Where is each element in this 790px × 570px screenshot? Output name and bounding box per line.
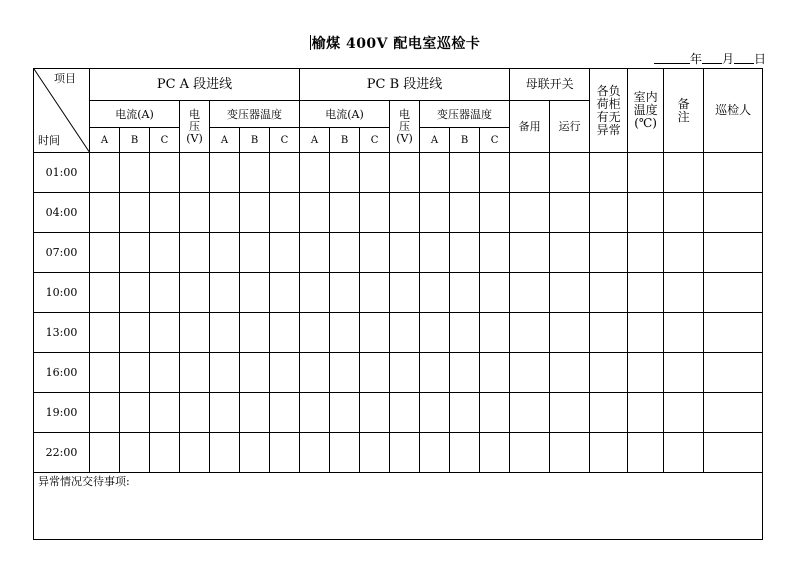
entry-cell[interactable] (704, 233, 763, 273)
entry-cell[interactable] (550, 193, 590, 233)
phase-b-header: B (450, 128, 480, 153)
entry-cell[interactable] (180, 153, 210, 193)
entry-cell[interactable] (360, 233, 390, 273)
entry-cell[interactable] (270, 153, 300, 193)
inspector-header: 巡检人 (704, 69, 763, 153)
entry-cell[interactable] (450, 353, 480, 393)
entry-cell[interactable] (330, 233, 360, 273)
entry-cell[interactable] (240, 153, 270, 193)
entry-cell[interactable] (90, 273, 120, 313)
entry-cell[interactable] (210, 273, 240, 313)
date-line (654, 50, 766, 67)
load-cabinet-line: 有无 (596, 109, 621, 124)
page-title-text: 榆煤 400V 配电室巡检卡 (311, 36, 481, 52)
phase-c-header: C (480, 128, 510, 153)
time-cell: 01:00 (34, 153, 90, 193)
load-cabinet-line: 异常 (596, 122, 621, 137)
entry-cell[interactable] (180, 193, 210, 233)
phase-b-header: B (120, 128, 150, 153)
entry-cell[interactable] (360, 153, 390, 193)
entry-cell[interactable] (180, 313, 210, 353)
entry-cell[interactable] (390, 353, 420, 393)
entry-cell[interactable] (480, 153, 510, 193)
entry-cell[interactable] (150, 313, 180, 353)
entry-cell[interactable] (420, 313, 450, 353)
entry-cell[interactable] (390, 153, 420, 193)
entry-cell[interactable] (510, 193, 550, 233)
entry-cell[interactable] (300, 433, 330, 473)
voltage-char: (V) (396, 131, 413, 145)
entry-cell[interactable] (300, 313, 330, 353)
entry-cell[interactable] (480, 433, 510, 473)
entry-cell[interactable] (300, 393, 330, 433)
entry-cell[interactable] (330, 353, 360, 393)
phase-b-header: B (330, 128, 360, 153)
entry-cell[interactable] (270, 313, 300, 353)
year-blank[interactable] (654, 52, 690, 64)
month-blank[interactable] (702, 52, 722, 64)
entry-cell[interactable] (628, 433, 664, 473)
entry-cell[interactable] (550, 393, 590, 433)
load-cabinet-line: 荷柜 (596, 96, 621, 111)
bus-tie-running-header: 运行 (550, 101, 590, 153)
entry-cell[interactable] (664, 193, 704, 233)
entry-cell[interactable] (480, 353, 510, 393)
entry-cell[interactable] (330, 393, 360, 433)
entry-cell[interactable] (120, 353, 150, 393)
entry-cell[interactable] (704, 433, 763, 473)
entry-cell[interactable] (90, 393, 120, 433)
entry-cell[interactable] (510, 153, 550, 193)
day-label: 日 (753, 52, 766, 66)
entry-cell[interactable] (550, 153, 590, 193)
entry-cell[interactable] (390, 233, 420, 273)
time-row (34, 433, 763, 473)
entry-cell[interactable] (510, 393, 550, 433)
bus-tie-standby-header: 备用 (510, 101, 550, 153)
entry-cell[interactable] (590, 313, 628, 353)
time-cell: 13:00 (34, 313, 90, 353)
entry-cell[interactable] (390, 433, 420, 473)
entry-cell[interactable] (704, 153, 763, 193)
time-row (34, 313, 763, 353)
voltage-char: 压 (189, 119, 200, 133)
entry-cell[interactable] (240, 273, 270, 313)
entry-cell[interactable] (240, 233, 270, 273)
entry-cell[interactable] (390, 313, 420, 353)
entry-cell[interactable] (590, 193, 628, 233)
notes-cell[interactable] (34, 473, 763, 540)
phase-c-header: C (360, 128, 390, 153)
entry-cell[interactable] (510, 273, 550, 313)
entry-cell[interactable] (450, 273, 480, 313)
entry-cell[interactable] (180, 273, 210, 313)
corner-header (34, 69, 90, 153)
voltage-char: 压 (399, 119, 411, 133)
entry-cell[interactable] (628, 193, 664, 233)
entry-cell[interactable] (120, 433, 150, 473)
entry-cell[interactable] (420, 433, 450, 473)
entry-cell[interactable] (120, 233, 150, 273)
entry-cell[interactable] (90, 193, 120, 233)
entry-cell[interactable] (480, 393, 510, 433)
entry-cell[interactable] (270, 433, 300, 473)
entry-cell[interactable] (590, 273, 628, 313)
entry-cell[interactable] (390, 193, 420, 233)
entry-cell[interactable] (450, 153, 480, 193)
entry-cell[interactable] (480, 273, 510, 313)
time-row (34, 193, 763, 233)
entry-cell[interactable] (704, 313, 763, 353)
entry-cell[interactable] (590, 233, 628, 273)
entry-cell[interactable] (420, 193, 450, 233)
entry-cell[interactable] (510, 313, 550, 353)
entry-cell[interactable] (664, 153, 704, 193)
entry-cell[interactable] (150, 353, 180, 393)
entry-cell[interactable] (420, 153, 450, 193)
entry-cell[interactable] (664, 313, 704, 353)
time-cell: 04:00 (34, 193, 90, 233)
entry-cell[interactable] (704, 273, 763, 313)
entry-cell[interactable] (180, 233, 210, 273)
entry-cell[interactable] (90, 153, 120, 193)
time-row (34, 233, 763, 273)
entry-cell[interactable] (300, 353, 330, 393)
entry-cell[interactable] (550, 433, 590, 473)
pc-b-header: PC B 段进线 (300, 69, 510, 101)
entry-cell[interactable] (120, 193, 150, 233)
entry-cell[interactable] (210, 313, 240, 353)
time-row (34, 353, 763, 393)
entry-cell[interactable] (90, 313, 120, 353)
entry-cell[interactable] (628, 393, 664, 433)
entry-cell[interactable] (664, 353, 704, 393)
entry-cell[interactable] (240, 393, 270, 433)
time-row (34, 393, 763, 433)
entry-cell[interactable] (300, 233, 330, 273)
entry-cell[interactable] (664, 433, 704, 473)
voltage-char: (V) (186, 131, 203, 145)
entry-cell[interactable] (180, 433, 210, 473)
pc-b-voltage-header (390, 101, 420, 153)
voltage-char: 电 (189, 107, 200, 121)
entry-cell[interactable] (420, 233, 450, 273)
entry-cell[interactable] (90, 433, 120, 473)
entry-cell[interactable] (270, 273, 300, 313)
entry-cell[interactable] (270, 393, 300, 433)
entry-cell[interactable] (450, 393, 480, 433)
entry-cell[interactable] (180, 393, 210, 433)
entry-cell[interactable] (210, 393, 240, 433)
entry-cell[interactable] (360, 393, 390, 433)
load-cabinet-line: 各负 (596, 83, 621, 98)
entry-cell[interactable] (330, 433, 360, 473)
entry-cell[interactable] (210, 353, 240, 393)
entry-cell[interactable] (590, 433, 628, 473)
entry-cell[interactable] (664, 233, 704, 273)
entry-cell[interactable] (300, 193, 330, 233)
entry-cell[interactable] (550, 233, 590, 273)
remarks-line: 注 (677, 109, 690, 124)
entry-cell[interactable] (210, 193, 240, 233)
entry-cell[interactable] (390, 393, 420, 433)
time-label: 时间 (38, 134, 60, 147)
entry-cell[interactable] (550, 353, 590, 393)
phase-c-header: C (150, 128, 180, 153)
inspection-table (33, 68, 763, 540)
entry-cell[interactable] (240, 313, 270, 353)
item-label: 项目 (54, 72, 76, 85)
time-cell: 10:00 (34, 273, 90, 313)
entry-cell[interactable] (704, 193, 763, 233)
entry-cell[interactable] (480, 313, 510, 353)
entry-cell[interactable] (180, 353, 210, 393)
entry-cell[interactable] (90, 353, 120, 393)
entry-cell[interactable] (240, 193, 270, 233)
entry-cell[interactable] (420, 393, 450, 433)
room-temp-line: 室内 (633, 90, 658, 104)
entry-cell[interactable] (628, 233, 664, 273)
entry-cell[interactable] (120, 393, 150, 433)
load-cabinet-header (590, 69, 628, 153)
entry-cell[interactable] (210, 153, 240, 193)
entry-cell[interactable] (590, 153, 628, 193)
entry-cell[interactable] (628, 273, 664, 313)
entry-cell[interactable] (360, 273, 390, 313)
phase-a-header: A (300, 128, 330, 153)
entry-cell[interactable] (270, 353, 300, 393)
entry-cell[interactable] (550, 313, 590, 353)
month-label: 月 (721, 52, 734, 66)
pc-a-current-header: 电流(A) (90, 101, 180, 128)
remarks-header (664, 69, 704, 153)
entry-cell[interactable] (480, 233, 510, 273)
bus-tie-header: 母联开关 (510, 69, 590, 101)
day-blank[interactable] (734, 52, 754, 64)
text-cursor (310, 35, 311, 50)
entry-cell[interactable] (628, 313, 664, 353)
entry-cell[interactable] (330, 273, 360, 313)
entry-cell[interactable] (510, 233, 550, 273)
pc-b-transformer-temp-header: 变压器温度 (420, 101, 510, 128)
time-cell: 19:00 (34, 393, 90, 433)
entry-cell[interactable] (120, 153, 150, 193)
time-rows (34, 153, 763, 473)
entry-cell[interactable] (450, 313, 480, 353)
notes-label: 异常情况交待事项: (38, 475, 130, 488)
time-cell: 07:00 (34, 233, 90, 273)
entry-cell[interactable] (210, 433, 240, 473)
remarks-line: 备 (677, 96, 690, 111)
entry-cell[interactable] (150, 433, 180, 473)
entry-cell[interactable] (450, 233, 480, 273)
entry-cell[interactable] (270, 233, 300, 273)
phase-c-header: C (270, 128, 300, 153)
phase-a-header: A (90, 128, 120, 153)
entry-cell[interactable] (590, 353, 628, 393)
entry-cell[interactable] (150, 193, 180, 233)
entry-cell[interactable] (704, 393, 763, 433)
entry-cell[interactable] (240, 353, 270, 393)
room-temp-header (628, 69, 664, 153)
phase-a-header: A (210, 128, 240, 153)
entry-cell[interactable] (510, 353, 550, 393)
entry-cell[interactable] (628, 353, 664, 393)
time-row (34, 153, 763, 193)
entry-cell[interactable] (120, 273, 150, 313)
entry-cell[interactable] (360, 313, 390, 353)
entry-cell[interactable] (450, 433, 480, 473)
time-row (34, 273, 763, 313)
pc-a-transformer-temp-header: 变压器温度 (210, 101, 300, 128)
entry-cell[interactable] (270, 193, 300, 233)
entry-cell[interactable] (210, 233, 240, 273)
entry-cell[interactable] (628, 153, 664, 193)
entry-cell[interactable] (150, 273, 180, 313)
entry-cell[interactable] (420, 273, 450, 313)
entry-cell[interactable] (510, 433, 550, 473)
entry-cell[interactable] (450, 193, 480, 233)
entry-cell[interactable] (360, 353, 390, 393)
year-label: 年 (689, 52, 702, 66)
pc-a-voltage-header (180, 101, 210, 153)
entry-cell[interactable] (300, 273, 330, 313)
entry-cell[interactable] (550, 273, 590, 313)
entry-cell[interactable] (590, 393, 628, 433)
entry-cell[interactable] (664, 393, 704, 433)
entry-cell[interactable] (704, 353, 763, 393)
entry-cell[interactable] (150, 153, 180, 193)
entry-cell[interactable] (360, 433, 390, 473)
entry-cell[interactable] (330, 313, 360, 353)
entry-cell[interactable] (360, 193, 390, 233)
entry-cell[interactable] (300, 153, 330, 193)
pc-b-current-header: 电流(A) (300, 101, 390, 128)
entry-cell[interactable] (420, 353, 450, 393)
entry-cell[interactable] (150, 233, 180, 273)
entry-cell[interactable] (390, 273, 420, 313)
room-temp-line: 温度 (633, 103, 658, 117)
pc-a-header: PC A 段进线 (90, 69, 300, 101)
voltage-char: 电 (399, 107, 411, 121)
entry-cell[interactable] (330, 193, 360, 233)
entry-cell[interactable] (240, 433, 270, 473)
phase-b-header: B (240, 128, 270, 153)
phase-a-header: A (420, 128, 450, 153)
entry-cell[interactable] (120, 313, 150, 353)
time-cell: 16:00 (34, 353, 90, 393)
time-cell: 22:00 (34, 433, 90, 473)
entry-cell[interactable] (90, 233, 120, 273)
entry-cell[interactable] (150, 393, 180, 433)
room-temp-line: (℃) (634, 116, 657, 130)
entry-cell[interactable] (330, 153, 360, 193)
entry-cell[interactable] (664, 273, 704, 313)
entry-cell[interactable] (480, 193, 510, 233)
